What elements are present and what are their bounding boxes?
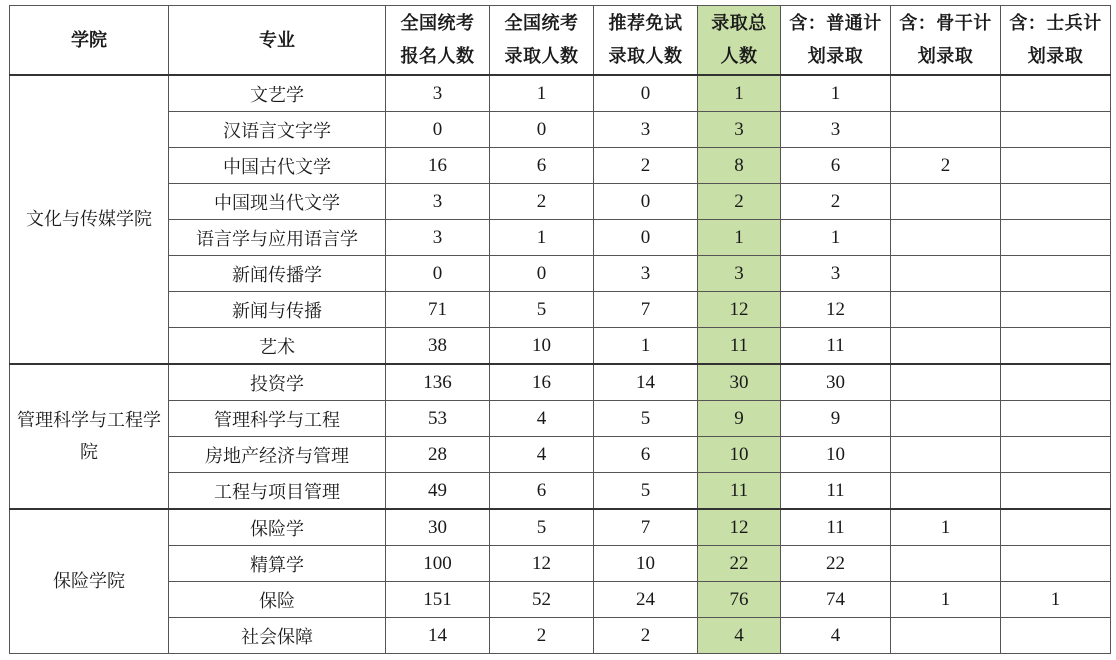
recommended-cell: 3 bbox=[594, 112, 698, 148]
table-row bbox=[10, 509, 1111, 546]
regular-cell: 1 bbox=[781, 75, 891, 112]
total-cell: 4 bbox=[698, 618, 781, 654]
recommended-cell: 7 bbox=[594, 509, 698, 546]
major-cell: 中国古代文学 bbox=[169, 148, 386, 184]
applied-cell: 30 bbox=[386, 509, 490, 546]
college-cell: 管理科学与工程学院 bbox=[10, 364, 169, 509]
applied-cell: 28 bbox=[386, 437, 490, 473]
total-cell: 10 bbox=[698, 437, 781, 473]
regular-cell: 6 bbox=[781, 148, 891, 184]
admitted-cell: 5 bbox=[490, 509, 594, 546]
soldier-cell bbox=[1001, 184, 1111, 220]
table-row bbox=[10, 582, 1111, 618]
regular-cell: 4 bbox=[781, 618, 891, 654]
header-recommended bbox=[594, 6, 698, 76]
backbone-cell bbox=[891, 184, 1001, 220]
soldier-cell bbox=[1001, 75, 1111, 112]
applied-cell: 0 bbox=[386, 112, 490, 148]
table-row bbox=[10, 546, 1111, 582]
major-cell: 艺术 bbox=[169, 328, 386, 365]
total-cell: 3 bbox=[698, 256, 781, 292]
regular-cell: 74 bbox=[781, 582, 891, 618]
backbone-cell bbox=[891, 328, 1001, 365]
header-backbone bbox=[891, 6, 1001, 76]
admitted-cell: 16 bbox=[490, 364, 594, 401]
table-row bbox=[10, 473, 1111, 510]
regular-cell: 11 bbox=[781, 473, 891, 510]
admitted-cell: 6 bbox=[490, 148, 594, 184]
recommended-cell: 5 bbox=[594, 473, 698, 510]
table-row bbox=[10, 401, 1111, 437]
backbone-cell bbox=[891, 75, 1001, 112]
recommended-cell: 0 bbox=[594, 220, 698, 256]
backbone-cell: 1 bbox=[891, 582, 1001, 618]
total-cell: 1 bbox=[698, 75, 781, 112]
regular-cell: 9 bbox=[781, 401, 891, 437]
admitted-cell: 0 bbox=[490, 112, 594, 148]
backbone-cell bbox=[891, 364, 1001, 401]
major-cell: 社会保障 bbox=[169, 618, 386, 654]
major-cell: 中国现当代文学 bbox=[169, 184, 386, 220]
backbone-cell bbox=[891, 401, 1001, 437]
soldier-cell bbox=[1001, 401, 1111, 437]
applied-cell: 16 bbox=[386, 148, 490, 184]
applied-cell: 151 bbox=[386, 582, 490, 618]
header-regular-line1: 含：普通计 bbox=[789, 13, 882, 34]
admitted-cell: 0 bbox=[490, 256, 594, 292]
regular-cell: 30 bbox=[781, 364, 891, 401]
recommended-cell: 5 bbox=[594, 401, 698, 437]
table-row bbox=[10, 256, 1111, 292]
soldier-cell: 1 bbox=[1001, 582, 1111, 618]
header-total-line2: 人数 bbox=[720, 46, 758, 67]
soldier-cell bbox=[1001, 292, 1111, 328]
total-cell: 12 bbox=[698, 509, 781, 546]
header-soldier bbox=[1001, 6, 1111, 76]
header-recommended-line2: 录取人数 bbox=[608, 46, 683, 67]
table-row bbox=[10, 364, 1111, 401]
table-row bbox=[10, 112, 1111, 148]
table-row bbox=[10, 437, 1111, 473]
total-cell: 8 bbox=[698, 148, 781, 184]
total-cell: 3 bbox=[698, 112, 781, 148]
admitted-cell: 10 bbox=[490, 328, 594, 365]
backbone-cell: 2 bbox=[891, 148, 1001, 184]
major-cell: 文艺学 bbox=[169, 75, 386, 112]
header-soldier-line2: 划录取 bbox=[1027, 46, 1084, 67]
header-backbone-line1: 含：骨干计 bbox=[899, 13, 992, 34]
applied-cell: 3 bbox=[386, 184, 490, 220]
table-row bbox=[10, 328, 1111, 365]
soldier-cell bbox=[1001, 328, 1111, 365]
regular-cell: 2 bbox=[781, 184, 891, 220]
major-cell: 精算学 bbox=[169, 546, 386, 582]
soldier-cell bbox=[1001, 148, 1111, 184]
table-row bbox=[10, 148, 1111, 184]
header-applied-line2: 报名人数 bbox=[400, 46, 475, 67]
table-body bbox=[10, 75, 1111, 654]
college-cell: 文化与传媒学院 bbox=[10, 75, 169, 364]
table-row bbox=[10, 220, 1111, 256]
backbone-cell bbox=[891, 546, 1001, 582]
header-regular bbox=[781, 6, 891, 76]
admitted-cell: 2 bbox=[490, 184, 594, 220]
table-row bbox=[10, 184, 1111, 220]
backbone-cell bbox=[891, 256, 1001, 292]
regular-cell: 11 bbox=[781, 328, 891, 365]
applied-cell: 3 bbox=[386, 75, 490, 112]
recommended-cell: 3 bbox=[594, 256, 698, 292]
total-cell: 30 bbox=[698, 364, 781, 401]
admitted-cell: 4 bbox=[490, 437, 594, 473]
applied-cell: 49 bbox=[386, 473, 490, 510]
applied-cell: 14 bbox=[386, 618, 490, 654]
regular-cell: 11 bbox=[781, 509, 891, 546]
total-cell: 1 bbox=[698, 220, 781, 256]
recommended-cell: 24 bbox=[594, 582, 698, 618]
admitted-cell: 6 bbox=[490, 473, 594, 510]
major-cell: 保险学 bbox=[169, 509, 386, 546]
major-cell: 房地产经济与管理 bbox=[169, 437, 386, 473]
recommended-cell: 2 bbox=[594, 148, 698, 184]
major-cell: 工程与项目管理 bbox=[169, 473, 386, 510]
soldier-cell bbox=[1001, 112, 1111, 148]
major-cell: 新闻传播学 bbox=[169, 256, 386, 292]
major-cell: 新闻与传播 bbox=[169, 292, 386, 328]
applied-cell: 100 bbox=[386, 546, 490, 582]
total-cell: 2 bbox=[698, 184, 781, 220]
total-cell: 12 bbox=[698, 292, 781, 328]
backbone-cell bbox=[891, 292, 1001, 328]
backbone-cell bbox=[891, 473, 1001, 510]
total-cell: 22 bbox=[698, 546, 781, 582]
recommended-cell: 10 bbox=[594, 546, 698, 582]
applied-cell: 53 bbox=[386, 401, 490, 437]
header-soldier-line1: 含：士兵计 bbox=[1009, 13, 1102, 34]
admission-table bbox=[9, 5, 1111, 654]
soldier-cell bbox=[1001, 618, 1111, 654]
soldier-cell bbox=[1001, 364, 1111, 401]
admitted-cell: 2 bbox=[490, 618, 594, 654]
table-row bbox=[10, 292, 1111, 328]
regular-cell: 22 bbox=[781, 546, 891, 582]
total-cell: 11 bbox=[698, 473, 781, 510]
backbone-cell: 1 bbox=[891, 509, 1001, 546]
admitted-cell: 1 bbox=[490, 220, 594, 256]
table-row bbox=[10, 75, 1111, 112]
recommended-cell: 0 bbox=[594, 75, 698, 112]
soldier-cell bbox=[1001, 473, 1111, 510]
header-regular-line2: 划录取 bbox=[807, 46, 864, 67]
header-applied-line1: 全国统考 bbox=[400, 13, 475, 34]
applied-cell: 38 bbox=[386, 328, 490, 365]
recommended-cell: 6 bbox=[594, 437, 698, 473]
regular-cell: 10 bbox=[781, 437, 891, 473]
table-row bbox=[10, 618, 1111, 654]
admitted-cell: 5 bbox=[490, 292, 594, 328]
admitted-cell: 4 bbox=[490, 401, 594, 437]
applied-cell: 0 bbox=[386, 256, 490, 292]
regular-cell: 1 bbox=[781, 220, 891, 256]
header-admitted-line2: 录取人数 bbox=[504, 46, 579, 67]
major-cell: 投资学 bbox=[169, 364, 386, 401]
recommended-cell: 14 bbox=[594, 364, 698, 401]
soldier-cell bbox=[1001, 220, 1111, 256]
major-cell: 保险 bbox=[169, 582, 386, 618]
major-cell: 语言学与应用语言学 bbox=[169, 220, 386, 256]
header-total bbox=[698, 6, 781, 76]
header-row bbox=[10, 6, 1111, 76]
header-admitted bbox=[490, 6, 594, 76]
applied-cell: 3 bbox=[386, 220, 490, 256]
applied-cell: 71 bbox=[386, 292, 490, 328]
header-backbone-line2: 划录取 bbox=[917, 46, 974, 67]
admitted-cell: 12 bbox=[490, 546, 594, 582]
header-college: 学院 bbox=[10, 6, 169, 76]
header-total-line1: 录取总 bbox=[711, 13, 767, 34]
backbone-cell bbox=[891, 618, 1001, 654]
recommended-cell: 0 bbox=[594, 184, 698, 220]
header-recommended-line1: 推荐免试 bbox=[608, 13, 683, 34]
soldier-cell bbox=[1001, 509, 1111, 546]
soldier-cell bbox=[1001, 546, 1111, 582]
major-cell: 管理科学与工程 bbox=[169, 401, 386, 437]
admitted-cell: 1 bbox=[490, 75, 594, 112]
total-cell: 11 bbox=[698, 328, 781, 365]
regular-cell: 12 bbox=[781, 292, 891, 328]
backbone-cell bbox=[891, 112, 1001, 148]
header-applied bbox=[386, 6, 490, 76]
header-major: 专业 bbox=[169, 6, 386, 76]
recommended-cell: 1 bbox=[594, 328, 698, 365]
admitted-cell: 52 bbox=[490, 582, 594, 618]
regular-cell: 3 bbox=[781, 256, 891, 292]
total-cell: 9 bbox=[698, 401, 781, 437]
soldier-cell bbox=[1001, 437, 1111, 473]
recommended-cell: 7 bbox=[594, 292, 698, 328]
major-cell: 汉语言文字学 bbox=[169, 112, 386, 148]
regular-cell: 3 bbox=[781, 112, 891, 148]
college-cell: 保险学院 bbox=[10, 509, 169, 654]
backbone-cell bbox=[891, 437, 1001, 473]
soldier-cell bbox=[1001, 256, 1111, 292]
backbone-cell bbox=[891, 220, 1001, 256]
header-admitted-line1: 全国统考 bbox=[504, 13, 579, 34]
recommended-cell: 2 bbox=[594, 618, 698, 654]
applied-cell: 136 bbox=[386, 364, 490, 401]
total-cell: 76 bbox=[698, 582, 781, 618]
